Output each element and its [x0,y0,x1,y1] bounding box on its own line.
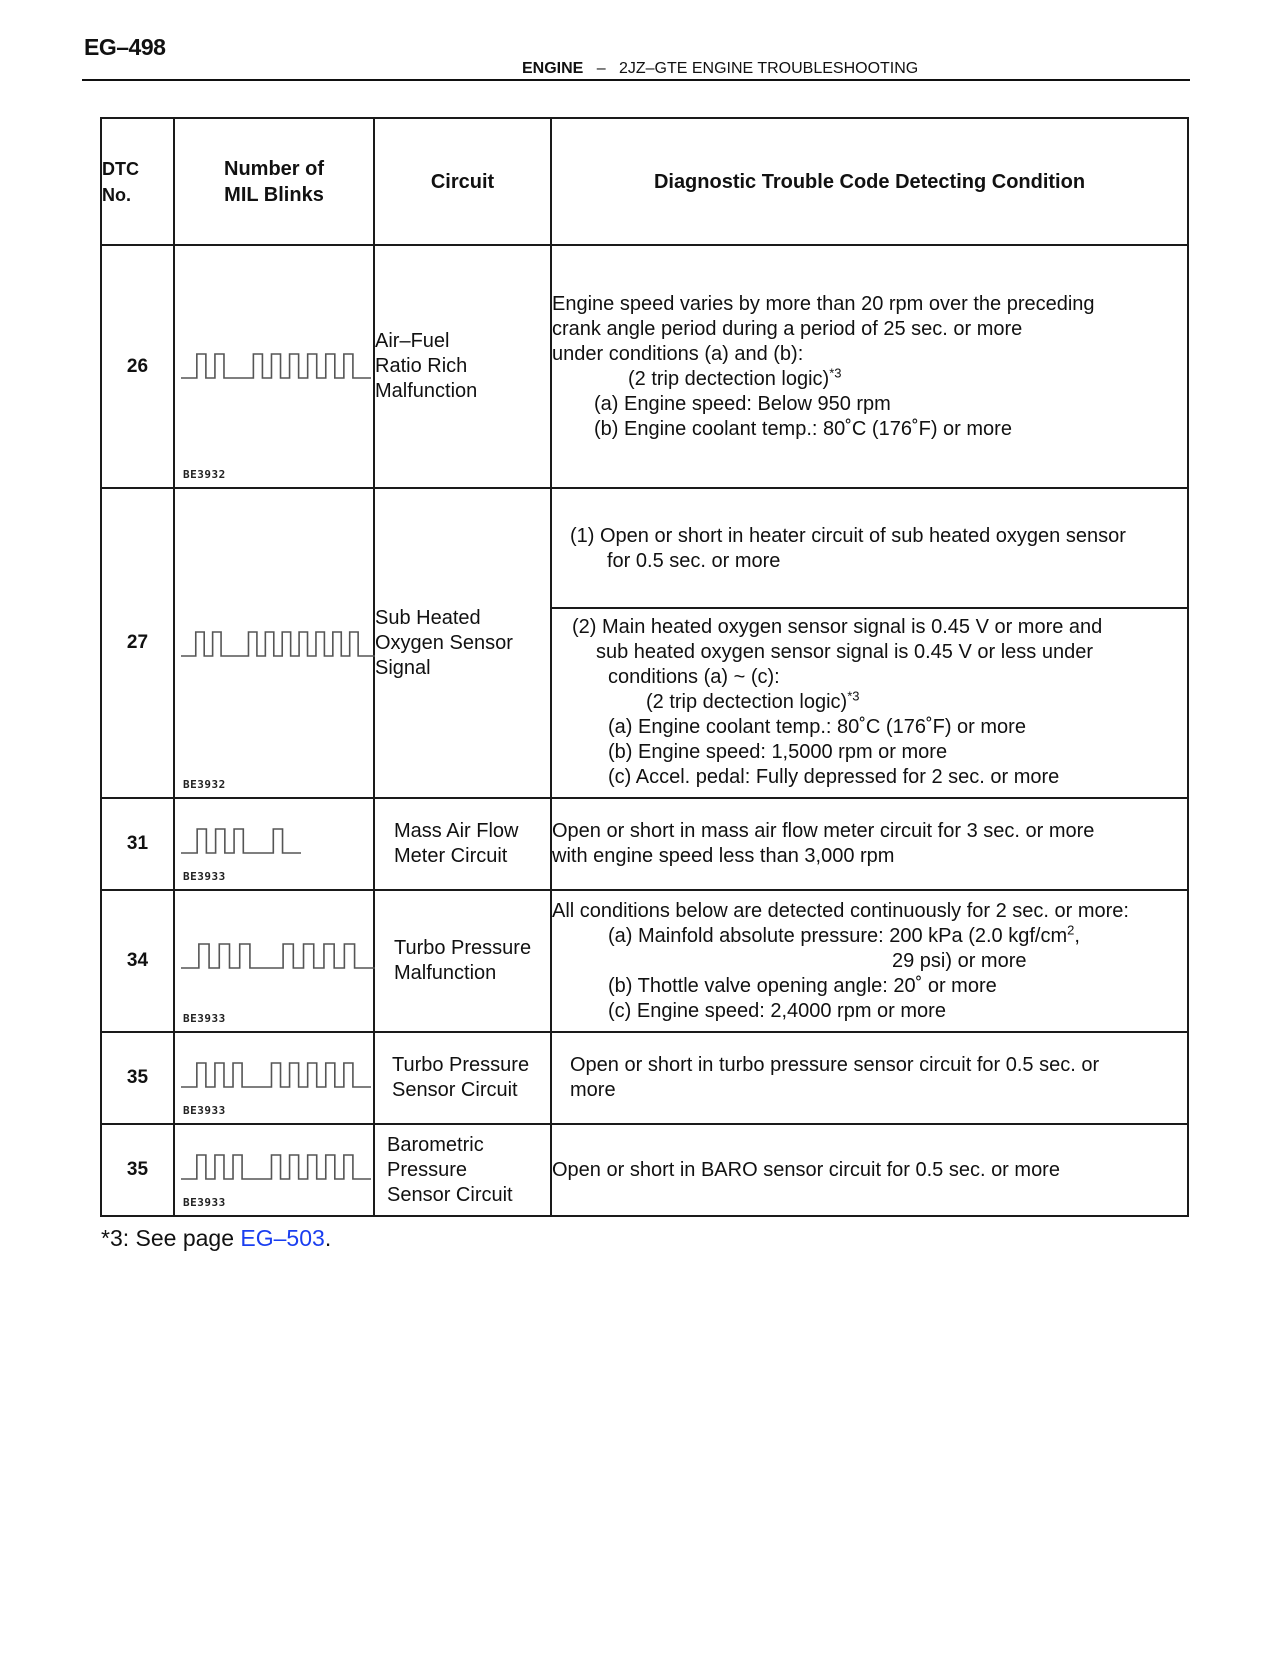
blink-diagram-cell [174,1032,374,1124]
header-condition: Diagnostic Trouble Code Detecting Condition [551,118,1188,245]
condition-part-1: (1) Open or short in heater circuit of sub heated oxygen sensor for 0.5 sec. or more [570,524,1126,572]
blink-waveform [181,1063,371,1087]
blink-diagram-cell [174,245,374,488]
dtc-number: 35 [101,1032,174,1124]
blink-waveform [181,1155,371,1179]
header-circuit: Circuit [374,118,551,245]
figure-ref: BE3932 [183,468,226,481]
table-row [101,488,1188,798]
blink-diagram-cell [174,1124,374,1216]
table-header-row [101,118,1188,245]
blink-waveform [181,632,375,656]
figure-ref: BE3932 [183,778,226,791]
circuit-name: Air–Fuel Ratio Rich Malfunction [374,245,551,488]
header-mil-blinks: Number of MIL Blinks [174,118,374,245]
circuit-name: Turbo Pressure Malfunction [374,890,551,1032]
figure-ref: BE3933 [183,1012,226,1025]
page-number: EG–498 [84,34,166,60]
detecting-condition: Open or short in mass air flow meter circuit for 3 sec. or more with engine speed less than 3,000 rpm [551,798,1188,890]
dtc-number: 34 [101,890,174,1032]
table-row [101,890,1188,1032]
page-link[interactable]: EG–503 [240,1225,325,1251]
table-row [101,245,1188,488]
detecting-condition: Open or short in turbo pressure sensor circuit for 0.5 sec. or more [551,1032,1188,1124]
blink-pattern-diagram [181,624,375,664]
blink-diagram-cell [174,890,374,1032]
blink-pattern-diagram [181,821,301,861]
blink-pattern-diagram [181,346,371,386]
table-row [101,798,1188,890]
blink-pattern-diagram [181,1147,371,1187]
subsection-title: 2JZ–GTE ENGINE TROUBLESHOOTING [618,60,919,77]
figure-ref: BE3933 [183,1104,226,1117]
blink-diagram-cell [174,488,374,798]
header-dtc-no: DTC No. [101,118,174,245]
blink-diagram-cell [174,798,374,890]
footnote: *3: See page EG–503. [101,1225,332,1251]
condition-part-2: (2) Main heated oxygen sensor signal is 0.45 V or more and sub heated oxygen sensor signal is 0.45 V or less under conditions (a) ~ (c): (2 trip dectection logic)$^{*3}$ (a) Engine coolant temp.: 80˚C (176˚F) or more (b) Engine speed: 1,5000 rpm or more (c) Accel. pedal: Fully depressed for 2 sec. or more [552,607,1187,796]
detecting-condition: All conditions below are detected continuously for 2 sec. or more: (a) Mainfold absolute pressure: 200 kPa (2.0 kgf/$cm^2$, 29 psi) or more (b) Thottle valve opening angle: 20˚ or more (c) Engine speed: 2,4000 rpm or more [551,890,1188,1032]
dtc-number: 31 [101,798,174,890]
circuit-name: Sub Heated Oxygen Sensor Signal [374,488,551,798]
circuit-name: Turbo Pressure Sensor Circuit [374,1032,551,1124]
detecting-condition: Engine speed varies by more than 20 rpm over the preceding crank angle period during a period of 25 sec. or more under conditions (a) and (b): (2 trip dectection logic)$^{*3}$ (a) Engine speed: Below 950 rpm (b) Engine coolant temp.: 80˚C (176˚F) or more [551,245,1188,488]
header-rule [82,79,1190,81]
section-title: ENGINE [522,60,584,77]
dtc-number: 27 [101,488,174,798]
running-header [522,60,918,78]
blink-waveform [181,829,301,853]
blink-waveform [181,354,371,378]
dtc-table [100,117,1189,1217]
header-separator: – [596,60,606,77]
blink-waveform [181,944,375,968]
table-row [101,1124,1188,1216]
figure-ref: BE3933 [183,1196,226,1209]
circuit-name: Barometric Pressure Sensor Circuit [374,1124,551,1216]
blink-pattern-diagram [181,1055,371,1095]
dtc-number: 35 [101,1124,174,1216]
detecting-condition [551,488,1188,798]
detecting-condition: Open or short in BARO sensor circuit for 0.5 sec. or more [551,1124,1188,1216]
blink-pattern-diagram [181,936,375,976]
dtc-number: 26 [101,245,174,488]
table-row [101,1032,1188,1124]
figure-ref: BE3933 [183,870,226,883]
circuit-name: Mass Air Flow Meter Circuit [374,798,551,890]
